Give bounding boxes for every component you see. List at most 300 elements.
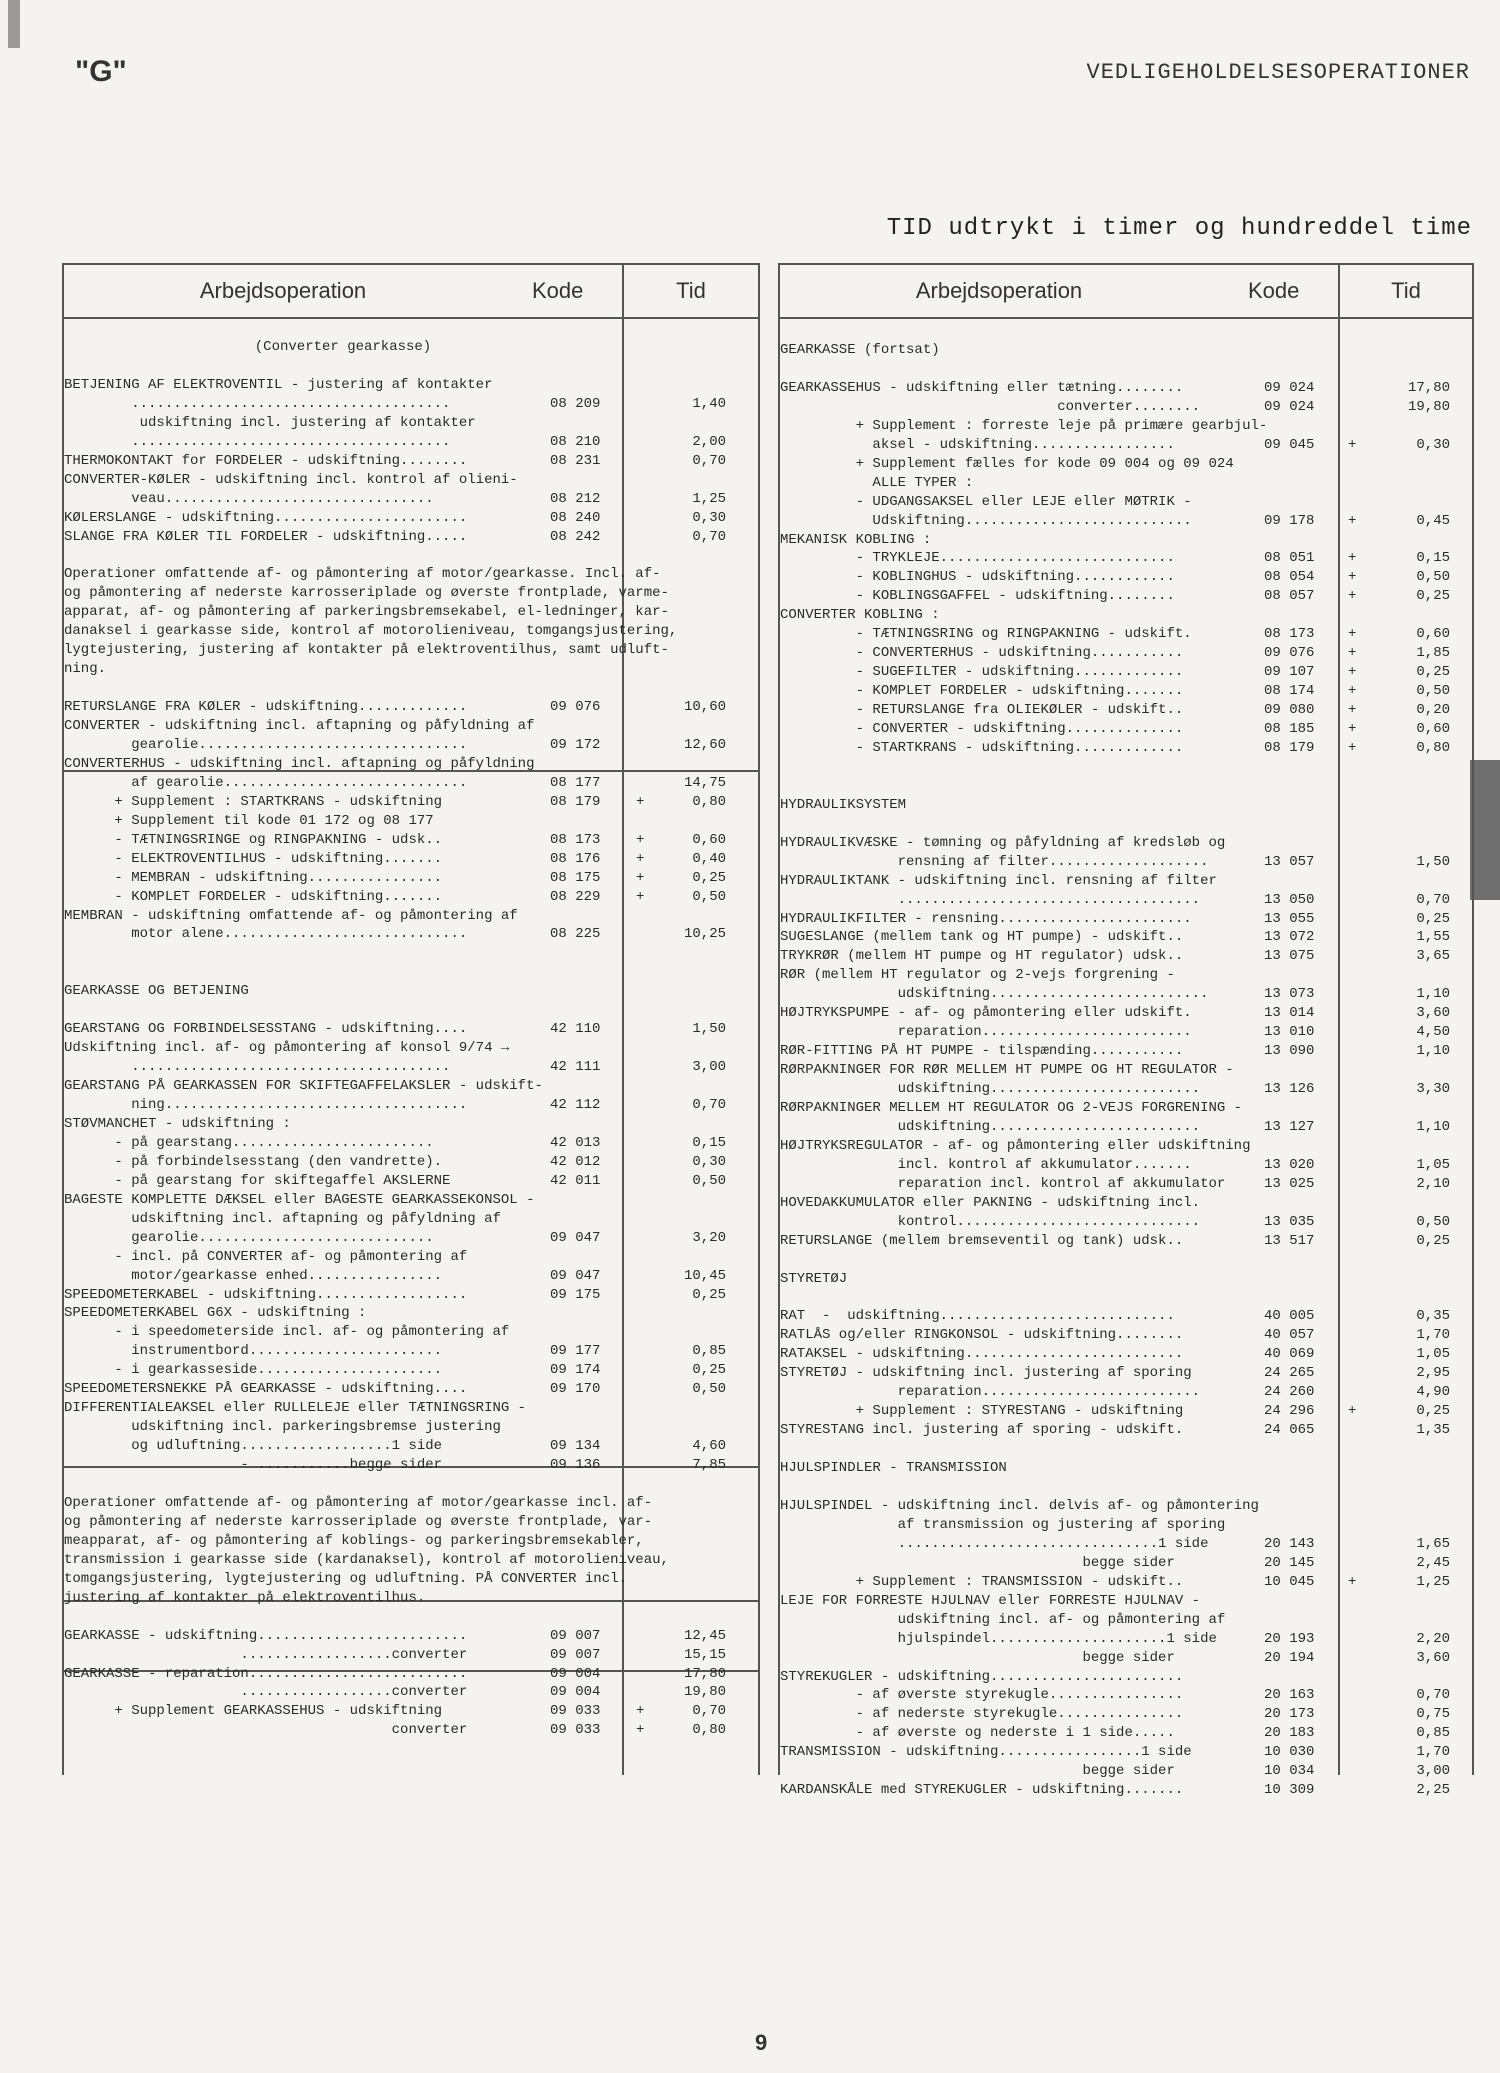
table-row	[780, 606, 1472, 624]
operation-code: 10 309	[1264, 1782, 1315, 1799]
operation-code: 42 110	[550, 1021, 601, 1038]
operation-text: Operationer omfattende af- og påmontering af motor/gearkasse. Incl. af-	[64, 566, 661, 583]
table-row	[780, 1611, 1472, 1629]
table-row	[64, 584, 758, 602]
operation-text: STYRETØJ - udskiftning incl. justering af sporing	[780, 1365, 1192, 1382]
table-row	[780, 1762, 1472, 1780]
operation-text: - incl. på CONVERTER af- og påmontering af	[64, 1248, 468, 1265]
table-row	[64, 907, 758, 925]
time-value: 2,95	[1416, 1365, 1450, 1382]
operation-text: KØLERSLANGE - udskiftning.......................	[64, 509, 468, 526]
operation-text: CONVERTERHUS - udskiftning incl. aftapning og påfyldning	[64, 755, 535, 772]
table-row	[780, 398, 1472, 416]
operation-text: RATAKSEL - udskiftning..........................	[780, 1346, 1184, 1363]
operation-code: 08 173	[550, 831, 601, 848]
operation-text: LEJE FOR FORRESTE HJULNAV eller FORRESTE HJULNAV -	[780, 1592, 1201, 1609]
operation-text: MEKANISK KOBLING :	[780, 531, 932, 548]
table-row	[64, 888, 758, 906]
operation-text: converter	[64, 1722, 468, 1739]
supplement-plus: +	[1348, 645, 1357, 662]
operation-text: + Supplement : STARTKRANS - udskiftning	[64, 793, 443, 810]
table-row	[64, 1096, 758, 1114]
table-row	[780, 1668, 1472, 1686]
operation-code: 09 045	[1264, 436, 1315, 453]
operation-text: reparation incl. kontrol af akkumulator	[780, 1175, 1226, 1192]
operation-text: - KOMPLET FORDELER - udskiftning.......	[780, 683, 1184, 700]
time-value: 0,80	[692, 1722, 726, 1739]
operation-text: tomgangsjustering, lygtejustering og udluftning. PÅ CONVERTER incl.	[64, 1570, 627, 1587]
table-row	[64, 660, 758, 678]
time-value: 1,85	[1416, 645, 1450, 662]
table-row	[780, 1516, 1472, 1534]
time-value: 2,20	[1416, 1630, 1450, 1647]
operation-text: motor alene.............................	[64, 926, 468, 943]
table-row	[780, 512, 1472, 530]
operation-text: - i speedometerside incl. af- og påmontering af	[64, 1324, 510, 1341]
table-row	[780, 985, 1472, 1003]
table-row	[780, 1402, 1472, 1420]
operation-text: Udskiftning incl. af- og påmontering af konsol 9/74 →	[64, 1040, 510, 1057]
time-value: 0,25	[1416, 1232, 1450, 1249]
table-row	[780, 1383, 1472, 1401]
operation-code: 13 090	[1264, 1043, 1315, 1060]
operation-text: HJULSPINDEL - udskiftning incl. delvis af- og påmontering	[780, 1497, 1259, 1514]
operation-text: Udskiftning...........................	[780, 512, 1192, 529]
time-value: 14,75	[683, 774, 726, 791]
time-value: 0,60	[1416, 721, 1450, 737]
operation-text: TRYKRØR (mellem HT pumpe og HT regulator) udsk..	[780, 948, 1184, 965]
operation-text: - CONVERTER - udskiftning..............	[780, 721, 1184, 737]
table-row	[64, 1210, 758, 1228]
time-value: 0,50	[1416, 683, 1450, 700]
table-row	[780, 1270, 1472, 1288]
operation-code: 09 004	[550, 1684, 601, 1701]
operation-code: 13 126	[1264, 1081, 1315, 1098]
operation-text: HYDRAULIKFILTER - rensning.......................	[780, 910, 1192, 927]
operation-text: RAT - udskiftning............................	[780, 1308, 1175, 1325]
time-value: 0,30	[1416, 436, 1450, 453]
time-value: 0,70	[692, 452, 726, 469]
operation-text: - MEMBRAN - udskiftning................	[64, 869, 443, 886]
time-value: 3,60	[1416, 1005, 1450, 1022]
table-row	[64, 1286, 758, 1304]
operation-text: HYDRAULIKVÆSKE - tømning og påfyldning af kredsløb og	[780, 834, 1226, 851]
table-row	[780, 891, 1472, 909]
time-value: 19,80	[683, 1684, 726, 1701]
time-value: 0,70	[692, 1097, 726, 1113]
operation-text: kontrol.............................	[780, 1213, 1201, 1230]
operation-code: 08 225	[550, 926, 601, 943]
operation-code: 08 212	[550, 490, 601, 507]
table-row	[780, 1004, 1472, 1022]
operation-code: 13 517	[1264, 1232, 1315, 1249]
operation-text: BAGESTE KOMPLETTE DÆKSEL eller BAGESTE GEARKASSEKONSOL -	[64, 1191, 535, 1208]
time-value: 1,05	[1416, 1156, 1450, 1173]
operation-text: DIFFERENTIALEAKSEL eller RULLELEJE eller TÆTNINGSRING -	[64, 1400, 527, 1417]
table-row	[780, 1194, 1472, 1212]
table-row	[64, 490, 758, 508]
table-row	[780, 1232, 1472, 1250]
time-value: 0,30	[692, 1153, 726, 1170]
corner-mark	[8, 0, 20, 48]
table-row	[64, 850, 758, 868]
table-row	[780, 1592, 1472, 1610]
operation-text: HYDRAULIKSYSTEM	[780, 796, 907, 813]
operation-code: 09 024	[1264, 379, 1315, 396]
table-row	[64, 1361, 758, 1379]
supplement-plus: +	[1348, 550, 1357, 567]
operation-text: transmission i gearkasse side (kardanaksel), kontrol af motorolieniveau,	[64, 1551, 669, 1568]
operation-text: + Supplement : forreste leje på primære gearbjul-	[780, 417, 1268, 434]
operation-code: 10 030	[1264, 1744, 1315, 1761]
table-row	[780, 1137, 1472, 1155]
table-row	[780, 455, 1472, 473]
operation-text: SLANGE FRA KØLER TIL FORDELER - udskiftning.....	[64, 528, 468, 545]
time-value: 0,15	[692, 1134, 726, 1151]
operation-code: 42 013	[550, 1134, 601, 1151]
time-value: 0,70	[1416, 1687, 1450, 1704]
table-row	[64, 982, 758, 1000]
time-value: 1,25	[1416, 1573, 1450, 1590]
operation-text: motor/gearkasse enhed................	[64, 1267, 443, 1284]
time-value: 0,70	[692, 1703, 726, 1720]
operation-code: 24 065	[1264, 1422, 1315, 1439]
time-value: 2,45	[1416, 1554, 1450, 1571]
supplement-plus: +	[636, 1703, 645, 1720]
time-value: 12,60	[683, 736, 726, 753]
time-value: 1,25	[692, 490, 726, 507]
table-row	[64, 1627, 758, 1645]
operation-text: MEMBRAN - udskiftning omfattende af- og påmontering af	[64, 907, 518, 924]
time-value: 1,40	[692, 395, 726, 412]
table-row	[780, 1781, 1472, 1799]
time-value: 0,25	[1416, 910, 1450, 927]
table-row	[64, 755, 758, 773]
operation-text: ning....................................	[64, 1097, 468, 1113]
supplement-plus: +	[1348, 1403, 1357, 1420]
time-value: 1,35	[1416, 1422, 1450, 1439]
operation-code: 40 005	[1264, 1308, 1315, 1325]
operation-text: og udluftning..................1 side	[64, 1438, 443, 1455]
table-row	[64, 1115, 758, 1133]
table-row	[64, 1513, 758, 1531]
time-value: 0,50	[692, 1381, 726, 1398]
time-value: 1,10	[1416, 1043, 1450, 1060]
operation-column-header: Arbejdsoperation	[199, 278, 367, 303]
table-row	[64, 528, 758, 546]
operation-text: instrumentbord.......................	[64, 1343, 443, 1360]
table-row	[780, 417, 1472, 435]
time-value: 0,60	[692, 831, 726, 848]
supplement-plus: +	[636, 831, 645, 848]
time-value: 10,45	[683, 1267, 726, 1284]
table-row	[64, 376, 758, 394]
time-value: 1,55	[1416, 929, 1450, 946]
operation-code: 13 020	[1264, 1156, 1315, 1173]
time-column-header: Tid	[1338, 265, 1472, 317]
operation-code: 09 107	[1264, 664, 1315, 681]
table-row	[780, 796, 1472, 814]
time-value: 10,25	[683, 926, 726, 943]
supplement-plus: +	[1348, 739, 1357, 756]
time-value: 4,50	[1416, 1024, 1450, 1041]
operation-text: STYRESTANG incl. justering af sporing - udskift.	[780, 1422, 1184, 1439]
operation-code: 13 127	[1264, 1118, 1315, 1135]
table-row	[780, 966, 1472, 984]
operation-text: - KOMPLET FORDELER - udskiftning.......	[64, 888, 443, 905]
table-row	[64, 1077, 758, 1095]
table-row	[64, 1153, 758, 1171]
table-row	[64, 1172, 758, 1190]
table-row	[64, 1683, 758, 1701]
table-row	[780, 549, 1472, 567]
table-row	[780, 1080, 1472, 1098]
operation-text: RØRPAKNINGER MELLEM HT REGULATOR OG 2-VEJS FORGRENING -	[780, 1100, 1243, 1116]
table-row	[64, 831, 758, 849]
supplement-plus: +	[1348, 588, 1357, 605]
code-column-header: Kode	[532, 278, 584, 303]
operation-text: ..................converter	[64, 1646, 468, 1663]
operation-code: 13 073	[1264, 986, 1315, 1003]
time-value: 3,00	[692, 1059, 726, 1076]
operation-code: 13 014	[1264, 1005, 1315, 1022]
operation-text: og påmontering af nederste karrosseriplade og øverste frontplade, var-	[64, 1513, 653, 1530]
operation-code: 10 045	[1264, 1573, 1315, 1590]
time-value: 1,50	[1416, 853, 1450, 870]
table-row	[64, 812, 758, 830]
operation-code: 08 174	[1264, 683, 1315, 700]
time-value: 4,60	[692, 1438, 726, 1455]
operation-text: GEARSTANG OG FORBINDELSESSTANG - udskiftning....	[64, 1021, 468, 1038]
operation-text: TRANSMISSION - udskiftning.................1 side	[780, 1744, 1192, 1761]
table-row	[64, 1248, 758, 1266]
table-row	[64, 1399, 758, 1417]
operation-text: veau................................	[64, 490, 434, 507]
table-row	[64, 1304, 758, 1322]
operation-code: 20 143	[1264, 1535, 1315, 1552]
table-row	[780, 739, 1472, 757]
operation-text: - TÆTNINGSRING og RINGPAKNING - udskift.	[780, 626, 1192, 643]
page-number: 9	[755, 2030, 768, 2055]
time-value: 2,00	[692, 433, 726, 450]
operation-text: - på forbindelsesstang (den vandrette).	[64, 1153, 443, 1170]
table-row	[64, 603, 758, 621]
time-value: 0,75	[1416, 1706, 1450, 1723]
table-row	[780, 910, 1472, 928]
operation-text: Operationer omfattende af- og påmontering af motor/gearkasse incl. af-	[64, 1494, 653, 1511]
operation-code: 13 075	[1264, 948, 1315, 965]
table-row	[780, 1118, 1472, 1136]
table-row	[64, 736, 758, 754]
operation-code: 20 194	[1264, 1649, 1315, 1666]
operation-code: 09 177	[550, 1343, 601, 1360]
time-value: 0,60	[1416, 626, 1450, 643]
time-value: 1,50	[692, 1021, 726, 1038]
time-column-header: Tid	[622, 265, 758, 317]
operation-code: 08 179	[550, 793, 601, 810]
operation-text: (Converter gearkasse)	[254, 339, 432, 355]
operation-text: STYREKUGLER - udskiftning.......................	[780, 1668, 1184, 1685]
time-value: 0,25	[692, 1286, 726, 1303]
operation-column-header: Arbejdsoperation	[915, 278, 1083, 303]
operation-text: GEARKASSEHUS - udskiftning eller tætning........	[780, 379, 1184, 396]
operation-text: ......................................	[64, 1059, 451, 1076]
operation-code: 13 055	[1264, 910, 1315, 927]
operation-text: rensning af filter...................	[780, 853, 1209, 870]
operation-code: 20 145	[1264, 1554, 1315, 1571]
table-row	[64, 395, 758, 413]
table-row	[64, 925, 758, 943]
operation-text: udskiftning..........................	[780, 986, 1209, 1003]
table-row	[780, 1497, 1472, 1515]
table-row	[780, 1364, 1472, 1382]
time-value: 1,10	[1416, 1118, 1450, 1135]
operation-code: 13 010	[1264, 1024, 1315, 1041]
operation-code: 09 024	[1264, 398, 1315, 415]
operation-code: 09 134	[550, 1438, 601, 1455]
operation-text: - TRYKLEJE............................	[780, 550, 1175, 567]
operation-text: CONVERTER KOBLING :	[780, 607, 940, 624]
operation-text: reparation.........................	[780, 1024, 1192, 1041]
time-value: 10,60	[683, 699, 726, 716]
table-row	[64, 1039, 758, 1057]
table-row	[64, 471, 758, 489]
table-row	[780, 1023, 1472, 1041]
table-row	[64, 1551, 758, 1569]
table-row	[64, 1418, 758, 1436]
supplement-plus: +	[636, 869, 645, 886]
supplement-plus: +	[636, 888, 645, 905]
table-row	[780, 1743, 1472, 1761]
operation-text: - TÆTNINGSRINGE og RINGPAKNING - udsk..	[64, 831, 443, 848]
operation-code: 24 265	[1264, 1365, 1315, 1382]
time-value: 3,20	[692, 1229, 726, 1246]
operation-text: incl. kontrol af akkumulator.......	[780, 1156, 1192, 1173]
operation-text: HØJTRYKSREGULATOR - af- og påmontering eller udskiftning	[780, 1137, 1251, 1154]
operation-text: ......................................	[64, 433, 451, 450]
table-row	[780, 1421, 1472, 1439]
operation-text: - i gearkasseside......................	[64, 1362, 443, 1379]
operation-text: gearolie................................	[64, 736, 468, 753]
operation-code: 09 170	[550, 1381, 601, 1398]
operation-text: udskiftning.........................	[780, 1118, 1201, 1135]
operation-code: 08 209	[550, 395, 601, 412]
time-value: 17,80	[683, 1665, 726, 1682]
time-value: 2,25	[1416, 1782, 1450, 1799]
table-row	[780, 1459, 1472, 1477]
table-row	[780, 1705, 1472, 1723]
operation-code: 13 057	[1264, 853, 1315, 870]
operation-text: + Supplement GEARKASSEHUS - udskiftning	[64, 1703, 443, 1720]
operation-code: 09 007	[550, 1646, 601, 1663]
table-row	[64, 869, 758, 887]
time-value: 15,15	[683, 1646, 726, 1663]
table-row	[780, 1326, 1472, 1344]
operation-code: 24 296	[1264, 1403, 1315, 1420]
operation-text: aksel - udskiftning.................	[780, 436, 1175, 453]
operation-text: RØR (mellem HT regulator og 2-vejs forgrening -	[780, 967, 1175, 984]
operation-text: apparat, af- og påmontering af parkeringsbremsekabel, el-ledninger, kar-	[64, 604, 669, 621]
operation-code: 08 185	[1264, 721, 1315, 737]
supplement-plus: +	[636, 850, 645, 867]
time-value: 3,60	[1416, 1649, 1450, 1666]
table-row	[64, 338, 758, 356]
table-row	[780, 1213, 1472, 1231]
operation-text: GEARKASSE OG BETJENING	[64, 983, 249, 1000]
operation-code: 42 011	[550, 1172, 601, 1189]
time-value: 0,70	[692, 528, 726, 545]
operation-text: RØR-FITTING PÅ HT PUMPE - tilspænding...........	[780, 1043, 1184, 1060]
table-row	[64, 698, 758, 716]
table-row	[780, 872, 1472, 890]
table-row	[64, 414, 758, 432]
operation-text: + Supplement til kode 01 172 og 08 177	[64, 812, 434, 829]
operation-code: 13 072	[1264, 929, 1315, 946]
operation-code: 42 112	[550, 1097, 601, 1113]
table-row	[780, 1042, 1472, 1060]
table-row	[64, 1020, 758, 1038]
operation-text: GEARKASSE (fortsat)	[780, 342, 940, 358]
right-table	[778, 263, 1474, 1799]
operation-code: 13 035	[1264, 1213, 1315, 1230]
operation-text: HOVEDAKKUMULATOR eller PAKNING - udskiftning incl.	[780, 1194, 1201, 1211]
table-row	[780, 928, 1472, 946]
operation-text: CONVERTER-KØLER - udskiftning incl. kontrol af olieni-	[64, 471, 518, 488]
operation-text: - af øverste og nederste i 1 side.....	[780, 1725, 1175, 1742]
operation-text: GEARKASSE - udskiftning.........................	[64, 1627, 468, 1644]
operation-text: - RETURSLANGE fra OLIEKØLER - udskift..	[780, 702, 1184, 719]
table-row	[64, 1721, 758, 1739]
operation-text: udskiftning incl. justering af kontakter	[64, 414, 476, 431]
left-table-header	[64, 265, 758, 319]
time-value: 0,25	[1416, 588, 1450, 605]
supplement-plus: +	[1348, 1573, 1357, 1590]
table-row	[64, 509, 758, 527]
table-row	[64, 774, 758, 792]
table-row	[64, 717, 758, 735]
operation-code: 20 193	[1264, 1630, 1315, 1647]
operation-text: - af øverste styrekugle................	[780, 1687, 1184, 1704]
operation-code: 40 069	[1264, 1346, 1315, 1363]
operation-text: SPEEDOMETERKABEL - udskiftning..................	[64, 1286, 468, 1303]
table-row	[780, 1724, 1472, 1742]
operation-text: begge sider	[780, 1554, 1175, 1571]
table-row	[64, 1267, 758, 1285]
time-value: 1,70	[1416, 1744, 1450, 1761]
operation-code: 08 179	[1264, 739, 1315, 756]
table-row	[780, 1649, 1472, 1667]
supplement-plus: +	[1348, 512, 1357, 529]
time-value: 0,50	[1416, 1213, 1450, 1230]
time-value: 0,25	[1416, 1403, 1450, 1420]
operation-code: 08 051	[1264, 550, 1315, 567]
operation-text: og påmontering af nederste karrosseriplade og øverste frontplade, varme-	[64, 585, 669, 602]
operation-code: 09 047	[550, 1229, 601, 1246]
time-value: 0,30	[692, 509, 726, 526]
operation-text: begge sider	[780, 1763, 1175, 1780]
operation-text: ...............................1 side	[780, 1535, 1209, 1552]
operation-code: 08 057	[1264, 588, 1315, 605]
time-unit-subtitle: TID udtrykt i timer og hundreddel time	[886, 215, 1472, 242]
operation-text: + Supplement : TRANSMISSION - udskift..	[780, 1573, 1184, 1590]
right-table-header	[780, 265, 1472, 319]
operation-code: 10 034	[1264, 1763, 1315, 1780]
operation-code: 13 050	[1264, 891, 1315, 908]
table-row	[64, 1570, 758, 1588]
supplement-plus: +	[1348, 569, 1357, 586]
operation-text: RETURSLANGE (mellem bremseventil og tank) udsk..	[780, 1232, 1184, 1249]
time-value: 4,90	[1416, 1384, 1450, 1401]
